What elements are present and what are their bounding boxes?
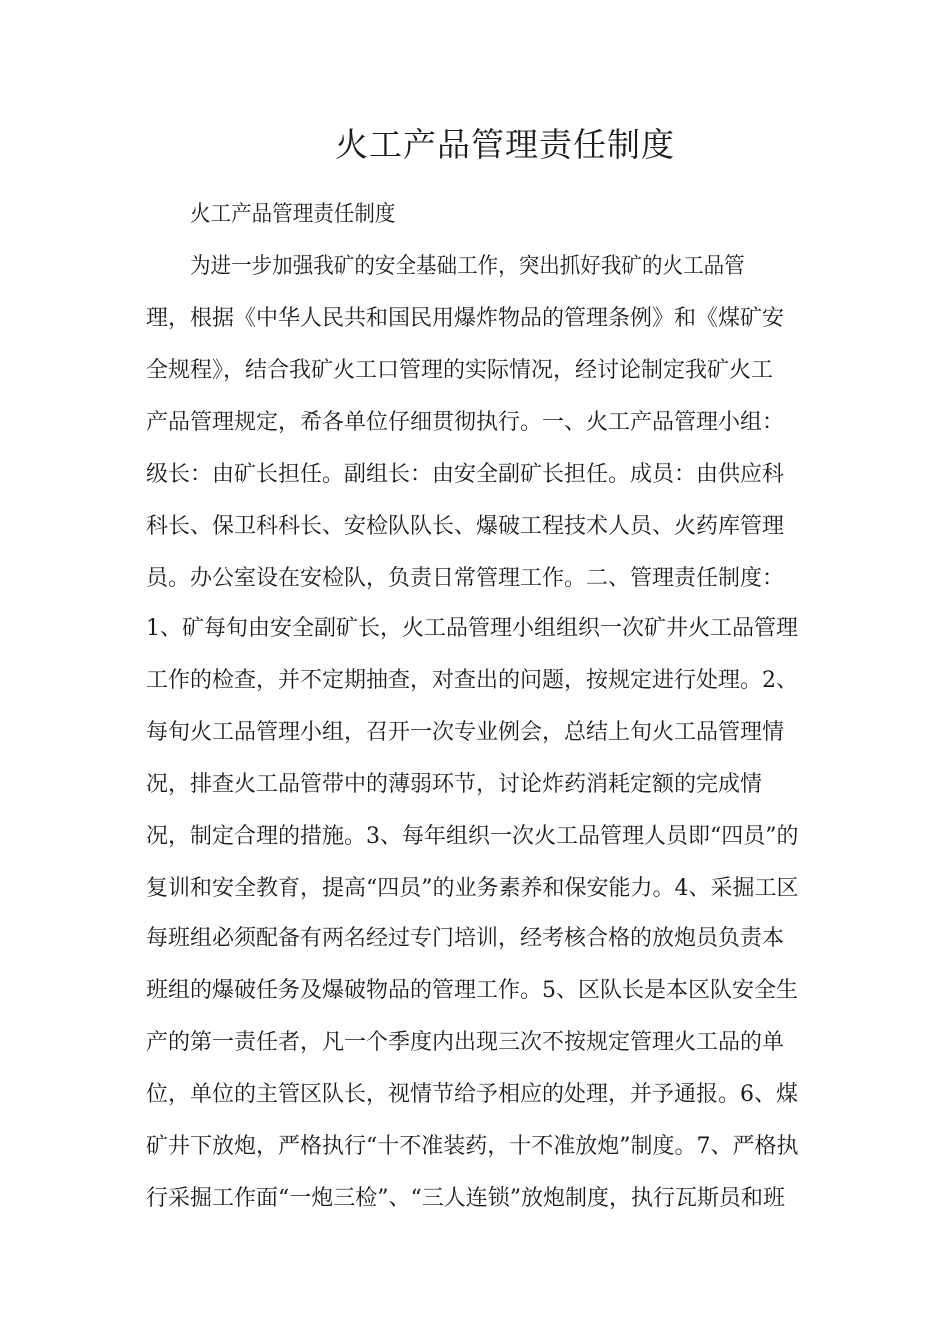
- body-line: 况，排查火工品管带中的薄弱环节，讨论炸药消耗定额的完成情: [146, 772, 763, 797]
- body-line: 员。办公室设在安检队，负责日常管理工作。二、管理责任制度：: [146, 566, 785, 591]
- body-line: 产的第一责任者，凡一个季度内出现三次不按规定管理火工品的单: [146, 1030, 785, 1055]
- body-line: 全规程》，结合我矿火工口管理的实际情况，经讨论制定我矿火工: [146, 358, 774, 383]
- body-line: 每旬火工品管理小组，召开一次专业例会，总结上旬火工品管理情: [146, 720, 785, 745]
- body-line: 位，单位的主管区队长，视情节给予相应的处理，并予通报。6、煤: [146, 1082, 798, 1107]
- body-line: 行采掘工作面“一炮三检”、“三人连锁”放炮制度，执行瓦斯员和班: [146, 1186, 785, 1211]
- document-title: 火工产品管理责任制度: [335, 125, 675, 164]
- body-line: 为进一步加强我矿的安全基础工作，突出抓好我矿的火工品管: [190, 254, 745, 279]
- body-line: 产品管理规定，希各单位仔细贯彻执行。一、火工产品管理小组：: [146, 410, 785, 435]
- body-line: 班组的爆破任务及爆破物品的管理工作。5、区队长是本区队安全生: [146, 978, 798, 1003]
- body-line: 工作的检查，并不定期抽查，对查出的问题，按规定进行处理。2、: [146, 668, 798, 693]
- body-line: 每班组必须配备有两名经过专门培训，经考核合格的放炮员负责本: [146, 926, 785, 951]
- body-line: 科长、保卫科科长、安检队队长、爆破工程技术人员、火药库管理: [146, 514, 785, 539]
- body-line: 复训和安全教育，提高“四员”的业务素养和保安能力。4、采掘工区: [146, 876, 799, 901]
- body-line: 况，制定合理的措施。3、每年组织一次火工品管理人员即“四员”的: [146, 824, 799, 849]
- body-line: 矿井下放炮，严格执行“十不准装药，十不准放炮”制度。7、严格执: [146, 1134, 799, 1159]
- body-line: 1、矿每旬由安全副矿长，火工品管理小组组织一次矿井火工品管理: [146, 616, 798, 641]
- body-line: 级长：由矿长担任。副组长：由安全副矿长担任。成员：由供应科: [146, 462, 785, 487]
- body-line: 火工产品管理责任制度: [190, 202, 396, 227]
- body-line: 理，根据《中华人民共和国民用爆炸物品的管理条例》和《煤矿安: [146, 306, 785, 331]
